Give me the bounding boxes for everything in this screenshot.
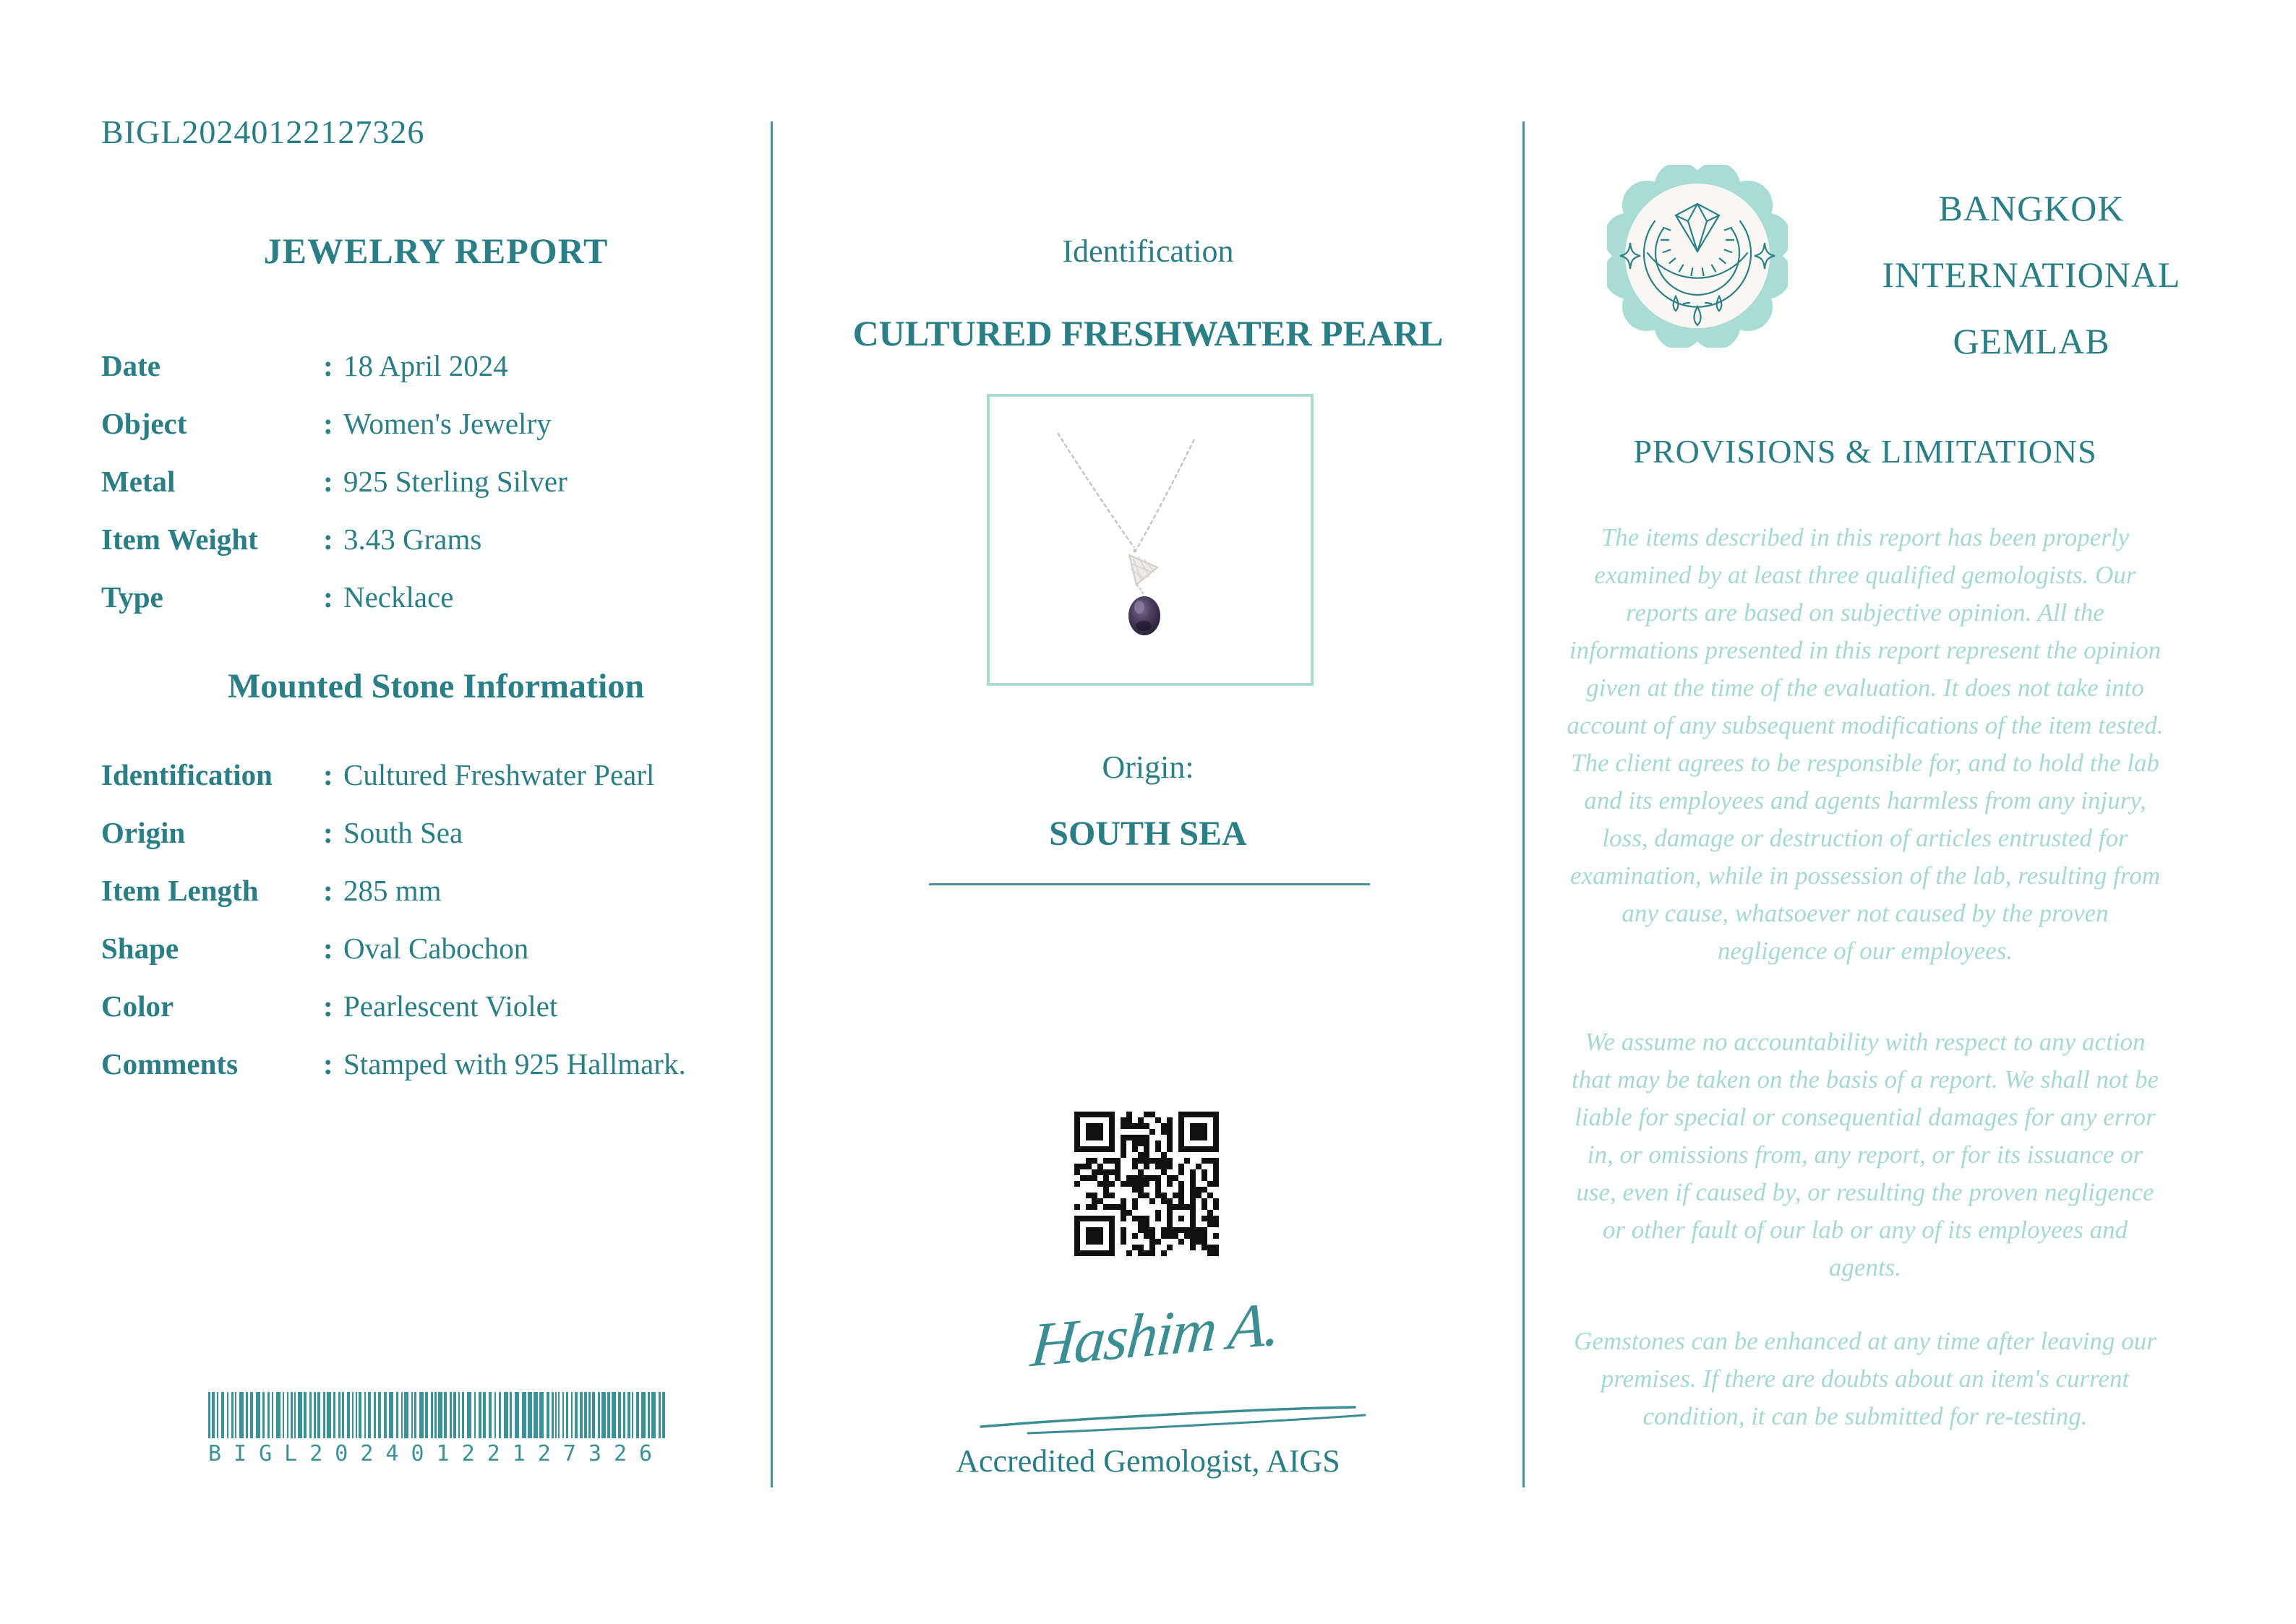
field-row-object [101, 406, 771, 451]
field-row-item-weight [101, 522, 771, 567]
lab-name-line: BANGKOK [1938, 188, 2125, 228]
item-title: CULTURED FRESHWATER PEARL [852, 313, 1444, 353]
signature-underline [977, 1399, 1368, 1439]
lab-name-line: GEMLAB [1953, 321, 2110, 361]
field-row-metal [101, 464, 771, 509]
field-label: Date [101, 349, 160, 382]
field-label: Item Weight [101, 523, 258, 556]
gemlab-seal-icon [1607, 165, 1788, 351]
field-row-shape [101, 931, 771, 976]
field-colon: : [323, 523, 333, 556]
report-number: BIGL20240122127326 [101, 113, 425, 150]
field-colon: : [323, 349, 333, 382]
field-label: Shape [101, 932, 179, 965]
field-value: South Sea [343, 816, 463, 849]
report-title: JEWELRY REPORT [263, 231, 609, 271]
column-divider-left [771, 121, 773, 1487]
field-row-origin [101, 815, 771, 860]
gemologist-credential: Accredited Gemologist, AIGS [956, 1443, 1340, 1479]
barcode-caption: BIGL20240122127326 [208, 1441, 665, 1466]
field-colon: : [323, 932, 333, 965]
gemologist-signature: Hashim A. [1028, 1288, 1282, 1380]
qr-code [1074, 1112, 1219, 1256]
field-colon: : [323, 1047, 333, 1080]
field-label: Metal [101, 465, 176, 498]
barcode [208, 1392, 665, 1442]
field-colon: : [323, 758, 333, 791]
provision-paragraph: The items described in this report has been properly examined by at least three qualified gemologists. Our reports are based on subjective opinion. All the informations presented in this report represent the opinion given at the time of the evaluation. It does not take into account of any subsequent modifications of the item tested. [1567, 523, 2164, 739]
field-label: Object [101, 407, 187, 440]
field-value: Oval Cabochon [343, 932, 529, 965]
barcode-bars [208, 1392, 665, 1442]
field-label: Color [101, 989, 174, 1023]
provision-paragraph: We assume no accountability with respect to any action that may be taken on the basis of a report. We shall not be liable for special or consequential damages for any error in, or omissions from, any report, or for its issuance or use, even if caused by, or resulting the proven negligence or other fault of our lab or any of its employees and agents. [1571, 1028, 2159, 1281]
field-colon: : [323, 407, 333, 440]
field-colon: : [323, 874, 333, 907]
field-value: Pearlescent Violet [343, 989, 558, 1023]
field-value: Necklace [343, 580, 454, 614]
origin-value: SOUTH SEA [1049, 815, 1247, 853]
provision-paragraph: Gemstones can be enhanced at any time after leaving our premises. If there are doubts about an item's current condition, it can be submitted for re-testing. [1574, 1327, 2156, 1430]
field-value: 3.43 Grams [343, 523, 482, 556]
field-label: Comments [101, 1047, 239, 1080]
field-label: Origin [101, 816, 186, 849]
field-value: Stamped with 925 Hallmark. [343, 1047, 686, 1080]
field-row-item-length [101, 873, 771, 918]
lab-name-line: INTERNATIONAL [1882, 254, 2181, 295]
field-value: 18 April 2024 [343, 349, 508, 382]
column-divider-right [1522, 121, 1525, 1487]
field-label: Identification [101, 758, 273, 791]
origin-separator-line [929, 883, 1370, 885]
field-value: Women's Jewelry [343, 407, 552, 440]
field-row-color [101, 989, 771, 1034]
origin-label: Origin: [1102, 749, 1194, 785]
necklace-photo-icon [990, 397, 1311, 683]
field-colon: : [323, 989, 333, 1023]
field-colon: : [323, 580, 333, 614]
field-row-type [101, 580, 771, 624]
provision-paragraph: The client agrees to be responsible for, and to hold the lab and its employees and agents harmless from any injury, loss, damage or destruction of articles entrusted for examination, while in possession of the lab, resulting from any cause, whatsoever not caused by the proven negligence of our employees. [1570, 749, 2160, 965]
field-value: Cultured Freshwater Pearl [343, 758, 655, 791]
field-label: Type [101, 580, 163, 614]
field-label: Item Length [101, 874, 259, 907]
provisions-title: PROVISIONS & LIMITATIONS [1633, 433, 2097, 470]
field-row-date [101, 348, 771, 393]
field-colon: : [323, 816, 333, 849]
field-value: 925 Sterling Silver [343, 465, 567, 498]
identification-header: Identification [1062, 233, 1234, 269]
lab-name [1815, 175, 2248, 374]
field-value: 285 mm [343, 874, 442, 907]
field-row-comments [101, 1047, 771, 1091]
mounted-stone-section-title: Mounted Stone Information [227, 667, 645, 705]
field-row-identification [101, 757, 771, 802]
field-colon: : [323, 465, 333, 498]
item-photo-frame [987, 394, 1314, 686]
